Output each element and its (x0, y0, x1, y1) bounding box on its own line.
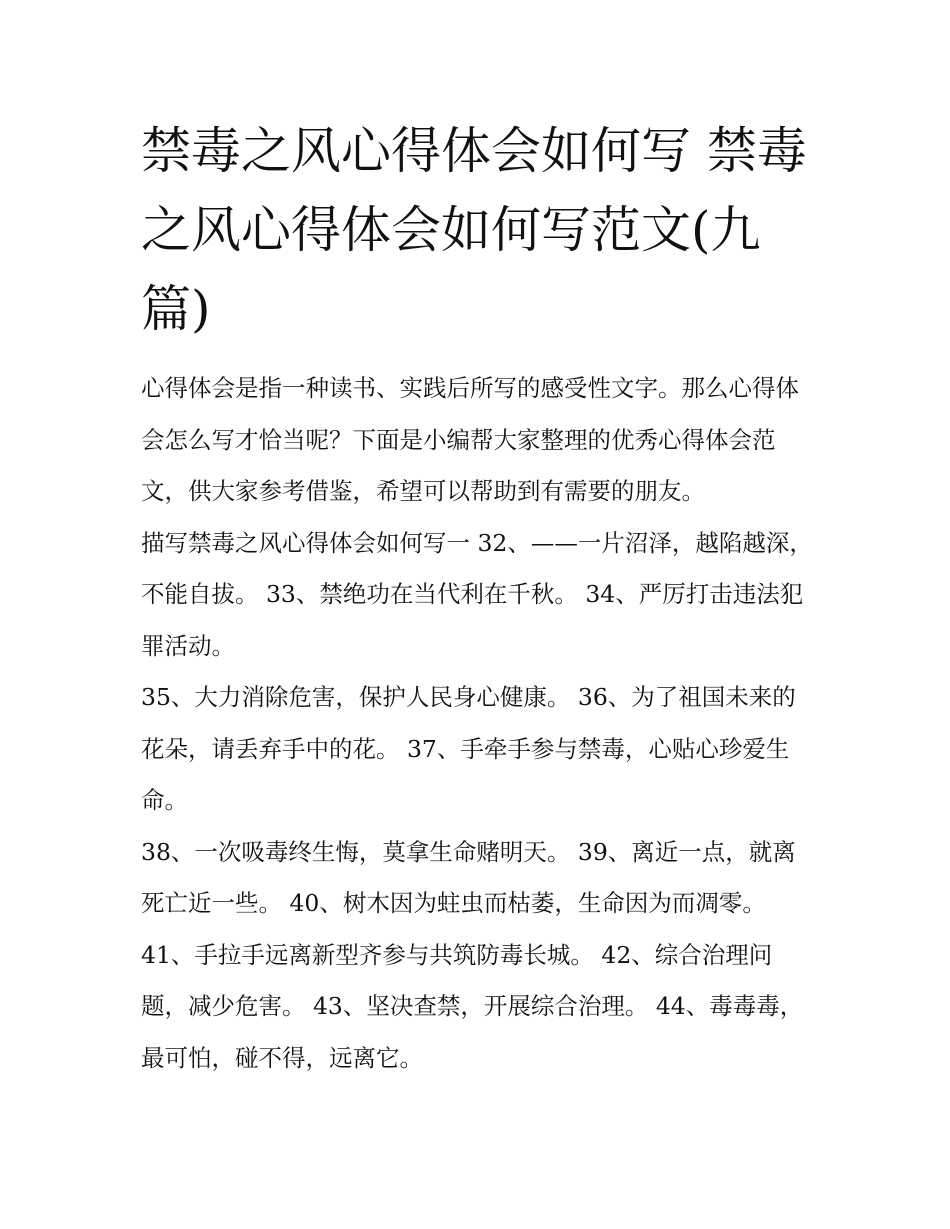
document-page (141, 112, 816, 1084)
body-paragraph: 描写禁毒之风心得体会如何写一 32、——一片沼泽，越陷越深，不能自拔。 33、禁绝功在当代利在千秋。 34、严厉打击违法犯罪活动。 (141, 528, 813, 660)
intro-paragraph: 心得体会是指一种读书、实践后所写的感受性文字。那么心得体会怎么写才恰当呢？下面是小编帮大家整理的优秀心得体会范文，供大家参考借鉴，希望可以帮助到有需要的朋友。 (141, 374, 799, 505)
document-title: 禁毒之风心得体会如何写 禁毒之风心得体会如何写范文(九篇) (141, 122, 807, 338)
body-paragraph: 41、手拉手远离新型齐参与共筑防毒长城。 42、综合治理问题，减少危害。 43、坚决查禁，开展综合治理。 44、毒毒毒，最可怕，碰不得，远离它。 (141, 940, 804, 1072)
body-paragraph: 35、大力消除危害，保护人民身心健康。 36、为了祖国未来的花朵，请丢弃手中的花。 37、手牵手参与禁毒，心贴心珍爱生命。 (141, 683, 796, 814)
body-paragraph: 38、一次吸毒终生悔，莫拿生命赌明天。 39、离近一点，就离死亡近一些。 40、树木因为蛀虫而枯萎，生命因为而凋零。 (141, 837, 796, 917)
